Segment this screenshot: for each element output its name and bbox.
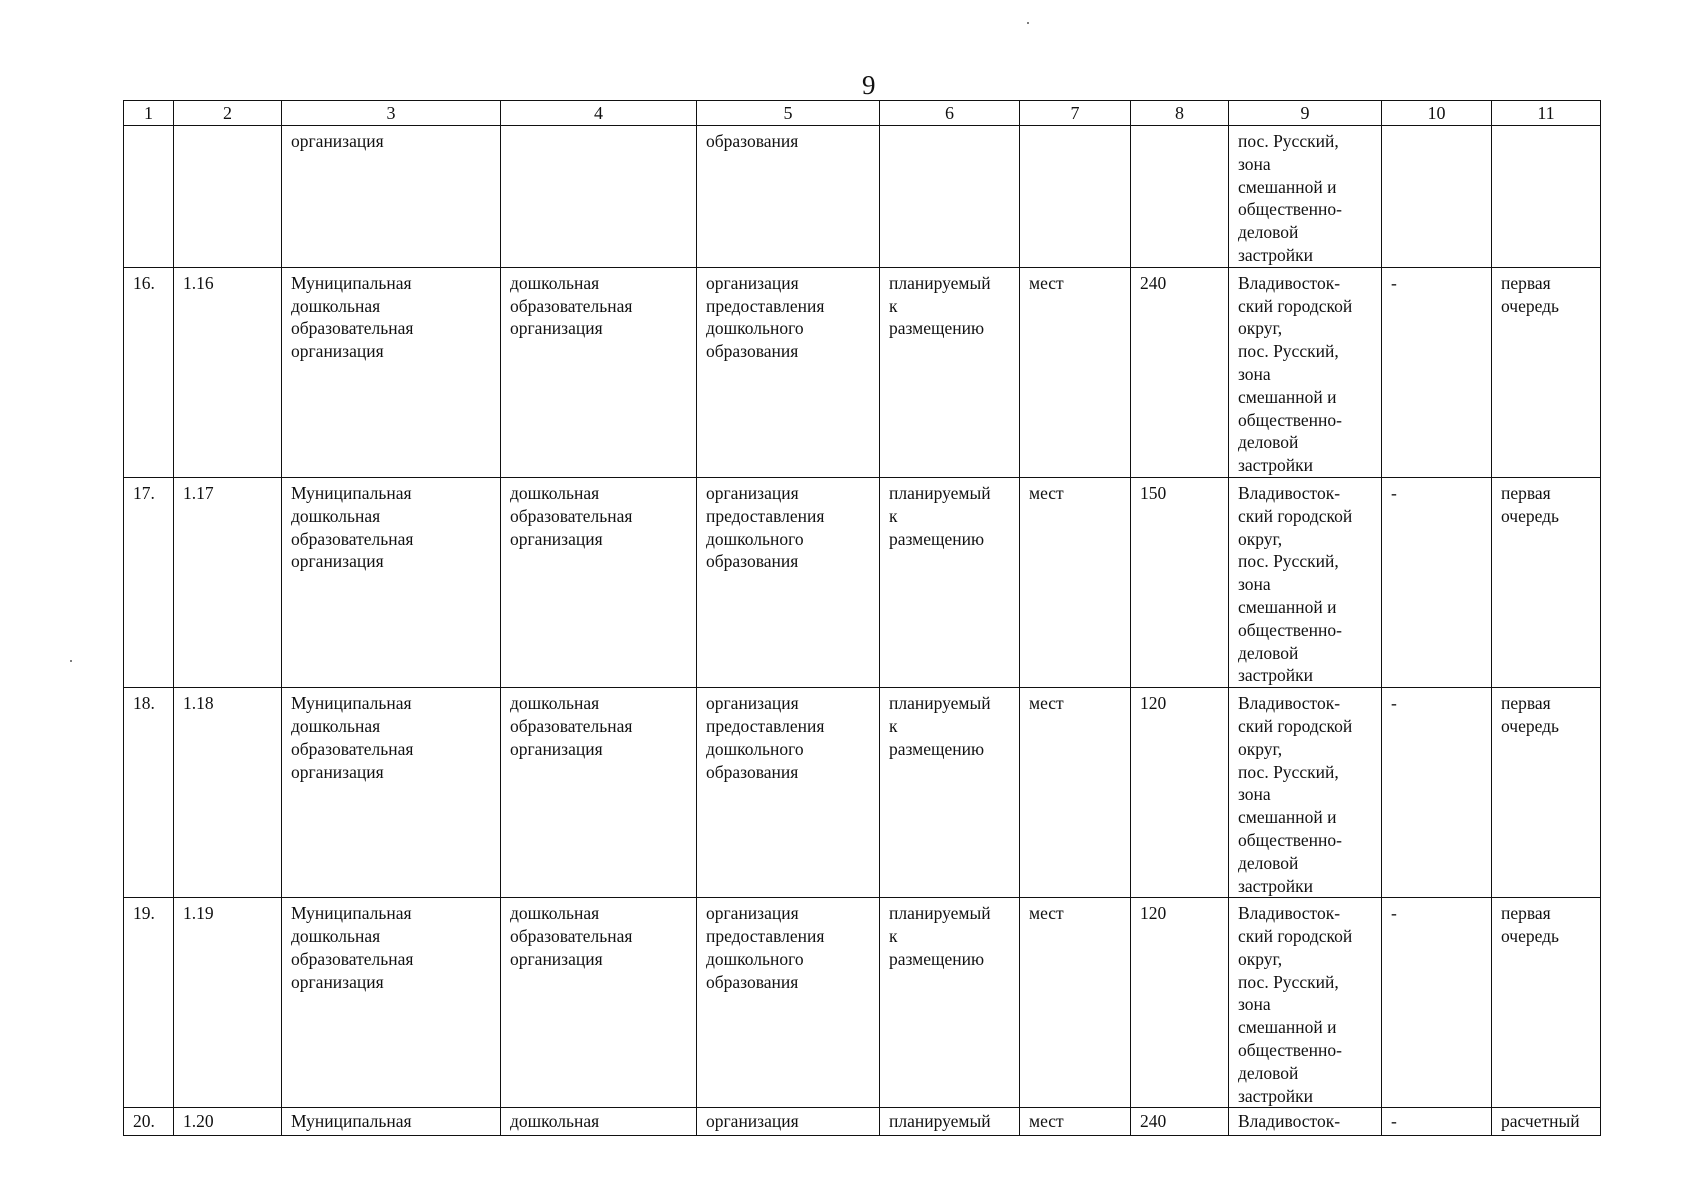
- cell-type: дошкольная образовательная организация: [501, 898, 697, 1108]
- cell-name: организация: [282, 126, 501, 268]
- cell-no: 18.: [124, 688, 174, 898]
- cell-name: Муниципальная дошкольная образовательная организация: [282, 267, 501, 477]
- cell-location: Владивосток- ский городской округ, пос. Русский, зона смешанной и общественно- деловой застройки: [1229, 477, 1382, 687]
- cell-stage: первая очередь: [1492, 267, 1601, 477]
- column-header: 6: [880, 101, 1020, 126]
- cell-stage: первая очередь: [1492, 477, 1601, 687]
- cell-code: 1.19: [174, 898, 282, 1108]
- cell-code: 1.18: [174, 688, 282, 898]
- column-header: 2: [174, 101, 282, 126]
- cell-capacity: 120: [1131, 688, 1229, 898]
- column-header: 5: [697, 101, 880, 126]
- page-number: 9: [862, 70, 876, 100]
- cell-purpose: организация предоставления дошкольного образования: [697, 688, 880, 898]
- table-row-continuation: [124, 126, 1601, 268]
- cell-no: [124, 126, 174, 268]
- scan-speck: [1027, 22, 1029, 24]
- cell-unit: [1020, 126, 1131, 268]
- cell-zone: -: [1382, 1108, 1492, 1136]
- cell-purpose: организация: [697, 1108, 880, 1136]
- cell-zone: -: [1382, 267, 1492, 477]
- cell-code: 1.20: [174, 1108, 282, 1136]
- cell-name: Муниципальная дошкольная образовательная организация: [282, 898, 501, 1108]
- cell-no: 20.: [124, 1108, 174, 1136]
- column-header: 8: [1131, 101, 1229, 126]
- cell-status: планируемый к размещению: [880, 898, 1020, 1108]
- cell-unit: мест: [1020, 477, 1131, 687]
- cell-capacity: [1131, 126, 1229, 268]
- table-row: [124, 477, 1601, 687]
- cell-status: [880, 126, 1020, 268]
- cell-stage: расчетный: [1492, 1108, 1601, 1136]
- cell-code: [174, 126, 282, 268]
- cell-location: Владивосток- ский городской округ, пос. Русский, зона смешанной и общественно- деловой застройки: [1229, 688, 1382, 898]
- cell-name: Муниципальная дошкольная образовательная организация: [282, 688, 501, 898]
- facilities-table: [123, 100, 1601, 1136]
- column-header: 7: [1020, 101, 1131, 126]
- column-header: 10: [1382, 101, 1492, 126]
- table-row: [124, 267, 1601, 477]
- cell-code: 1.16: [174, 267, 282, 477]
- cell-status: планируемый к размещению: [880, 267, 1020, 477]
- cell-purpose: образования: [697, 126, 880, 268]
- cell-stage: первая очередь: [1492, 688, 1601, 898]
- cell-status: планируемый: [880, 1108, 1020, 1136]
- cell-no: 16.: [124, 267, 174, 477]
- cell-stage: первая очередь: [1492, 898, 1601, 1108]
- cell-zone: -: [1382, 898, 1492, 1108]
- table-row-truncated: [124, 1108, 1601, 1136]
- cell-location: Владивосток-: [1229, 1108, 1382, 1136]
- cell-stage: [1492, 126, 1601, 268]
- cell-type: дошкольная образовательная организация: [501, 688, 697, 898]
- cell-purpose: организация предоставления дошкольного образования: [697, 267, 880, 477]
- cell-location: Владивосток- ский городской округ, пос. Русский, зона смешанной и общественно- деловой застройки: [1229, 898, 1382, 1108]
- cell-purpose: организация предоставления дошкольного образования: [697, 477, 880, 687]
- cell-status: планируемый к размещению: [880, 477, 1020, 687]
- cell-type: дошкольная образовательная организация: [501, 477, 697, 687]
- cell-capacity: 150: [1131, 477, 1229, 687]
- header-row: [124, 101, 1601, 126]
- cell-name: Муниципальная: [282, 1108, 501, 1136]
- cell-location: Владивосток- ский городской округ, пос. Русский, зона смешанной и общественно- деловой застройки: [1229, 267, 1382, 477]
- cell-capacity: 120: [1131, 898, 1229, 1108]
- column-header: 11: [1492, 101, 1601, 126]
- cell-location: пос. Русский, зона смешанной и общественно- деловой застройки: [1229, 126, 1382, 268]
- cell-no: 19.: [124, 898, 174, 1108]
- cell-purpose: организация предоставления дошкольного образования: [697, 898, 880, 1108]
- cell-name: Муниципальная дошкольная образовательная организация: [282, 477, 501, 687]
- scan-speck: [70, 660, 72, 662]
- column-header: 1: [124, 101, 174, 126]
- table-row: [124, 688, 1601, 898]
- cell-capacity: 240: [1131, 267, 1229, 477]
- cell-zone: [1382, 126, 1492, 268]
- column-header: 3: [282, 101, 501, 126]
- cell-type: [501, 126, 697, 268]
- table-row: [124, 898, 1601, 1108]
- cell-status: планируемый к размещению: [880, 688, 1020, 898]
- column-header: 4: [501, 101, 697, 126]
- cell-no: 17.: [124, 477, 174, 687]
- cell-zone: -: [1382, 477, 1492, 687]
- cell-type: дошкольная: [501, 1108, 697, 1136]
- cell-zone: -: [1382, 688, 1492, 898]
- cell-unit: мест: [1020, 688, 1131, 898]
- cell-capacity: 240: [1131, 1108, 1229, 1136]
- cell-unit: мест: [1020, 267, 1131, 477]
- cell-unit: мест: [1020, 1108, 1131, 1136]
- cell-unit: мест: [1020, 898, 1131, 1108]
- cell-type: дошкольная образовательная организация: [501, 267, 697, 477]
- cell-code: 1.17: [174, 477, 282, 687]
- column-header: 9: [1229, 101, 1382, 126]
